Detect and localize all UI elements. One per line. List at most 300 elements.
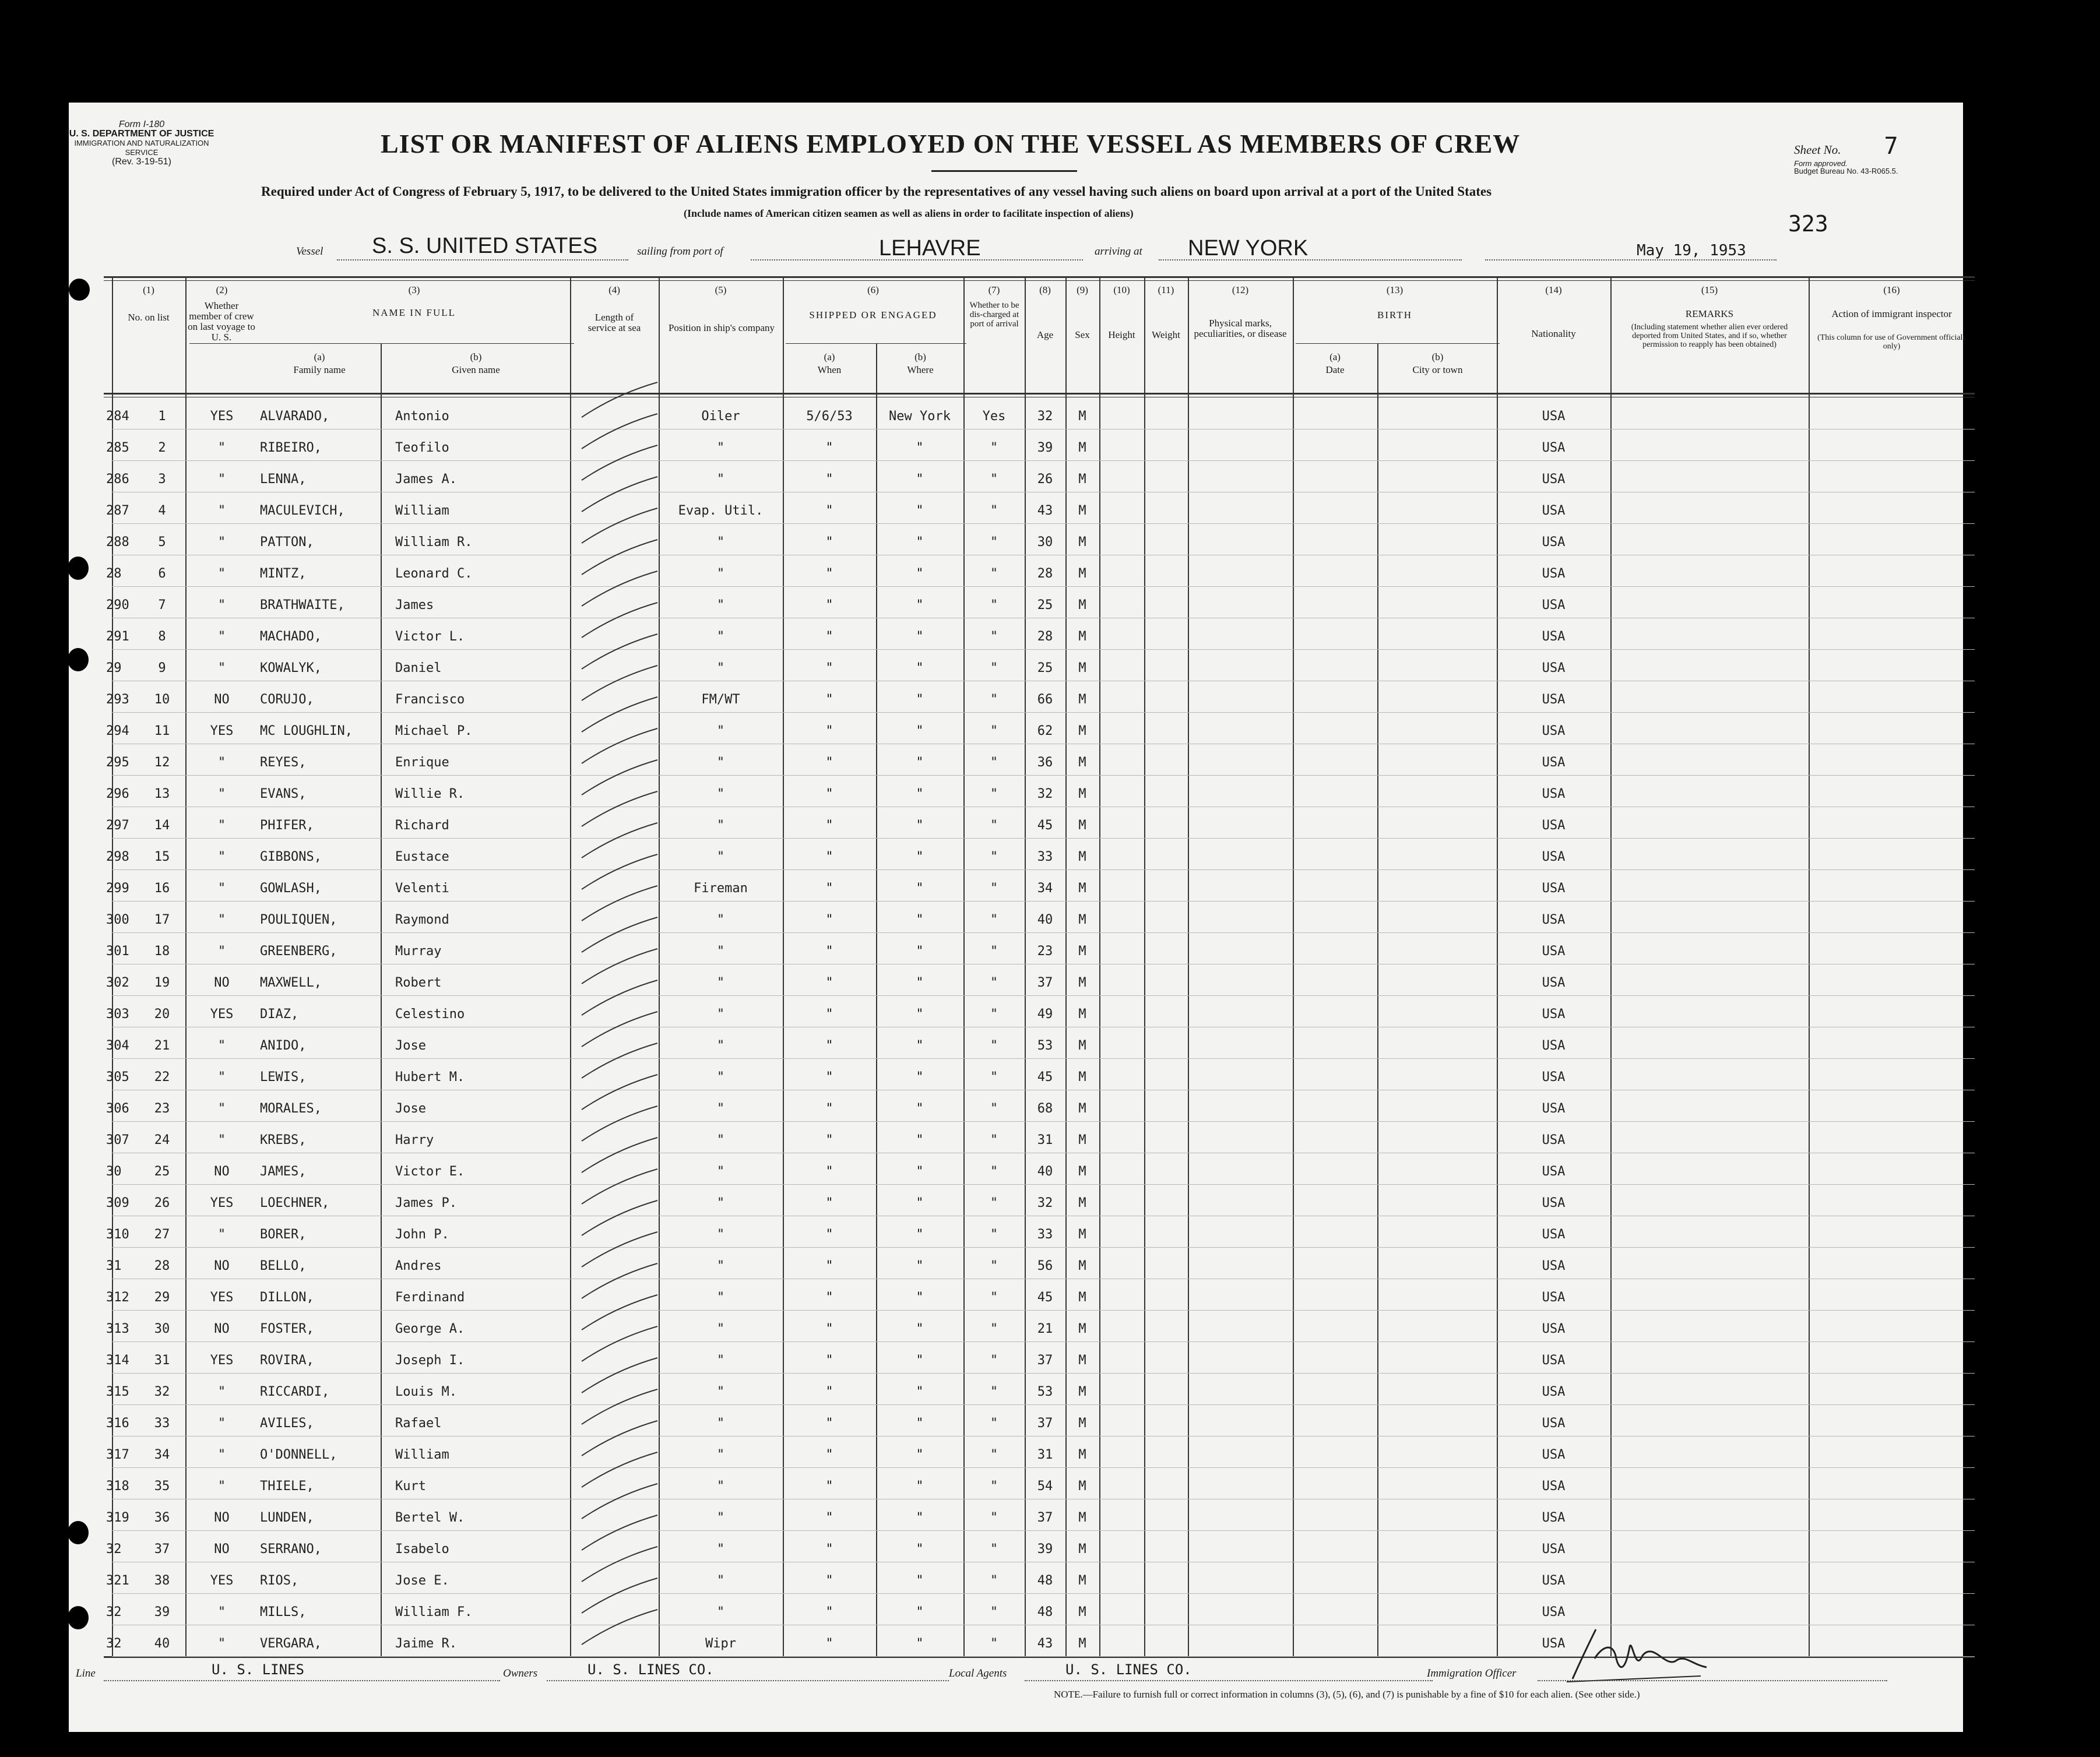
- length-of-service-stroke: [582, 445, 657, 480]
- row-age: 66: [1037, 692, 1053, 707]
- length-of-service-stroke: [582, 540, 657, 575]
- row-sex: M: [1078, 1510, 1086, 1525]
- row-sex: M: [1078, 1007, 1086, 1022]
- row-stamp-number: 284: [106, 409, 129, 424]
- row-age: 36: [1037, 755, 1053, 770]
- row-position: Evap. Util.: [678, 503, 764, 518]
- row-age: 45: [1037, 1290, 1053, 1305]
- row-family-name: MORALES,: [260, 1101, 322, 1116]
- row-age: 68: [1037, 1101, 1053, 1116]
- row-shipped-where: ": [916, 850, 924, 864]
- row-family-name: FOSTER,: [260, 1322, 314, 1336]
- row-age: 31: [1037, 1448, 1053, 1462]
- row-family-name: PATTON,: [260, 535, 314, 550]
- row-given-name: Kurt: [395, 1479, 426, 1494]
- row-discharged: ": [990, 472, 998, 487]
- row-age: 37: [1037, 976, 1053, 990]
- row-stamp-number: 306: [106, 1101, 129, 1116]
- length-of-service-stroke: [582, 1452, 657, 1487]
- row-stamp-number: 291: [106, 629, 129, 644]
- row-sex: M: [1078, 1605, 1086, 1619]
- row-nationality: USA: [1542, 1038, 1566, 1053]
- row-discharged: ": [990, 976, 998, 990]
- row-shipped-when: ": [825, 1385, 833, 1399]
- length-of-service-stroke: [582, 1138, 657, 1172]
- row-previous-voyage: NO: [214, 1164, 230, 1179]
- row-shipped-when: ": [825, 1448, 833, 1462]
- row-stamp-number: 31: [106, 1259, 122, 1273]
- col16-num: (16): [1883, 284, 1900, 295]
- row-shipped-when: ": [825, 1322, 833, 1336]
- row-previous-voyage: YES: [210, 1353, 234, 1368]
- col16-note: (This column for use of Government officials only): [1817, 333, 1966, 351]
- length-of-service-stroke: [582, 949, 657, 984]
- row-given-name: Rafael: [395, 1416, 442, 1431]
- row-age: 39: [1037, 441, 1053, 455]
- length-of-service-stroke: [582, 634, 657, 669]
- row-family-name: RICCARDI,: [260, 1385, 330, 1399]
- row-shipped-where: ": [916, 1353, 924, 1368]
- row-given-name: Louis M.: [395, 1385, 457, 1399]
- row-given-name: Antonio: [395, 409, 449, 424]
- col5-header: Position in ship's company: [668, 322, 775, 333]
- row-number: 5: [158, 535, 166, 550]
- row-previous-voyage: NO: [214, 692, 230, 707]
- row-previous-voyage: YES: [210, 409, 234, 424]
- row-shipped-where: ": [916, 692, 924, 707]
- row-shipped-where: ": [916, 1038, 924, 1053]
- row-stamp-number: 318: [106, 1479, 129, 1494]
- row-stamp-number: 296: [106, 787, 129, 801]
- row-shipped-where: ": [916, 1196, 924, 1210]
- row-discharged: ": [990, 787, 998, 801]
- row-shipped-when: ": [825, 787, 833, 801]
- length-of-service-stroke: [582, 508, 657, 543]
- row-sex: M: [1078, 503, 1086, 518]
- row-sex: M: [1078, 598, 1086, 612]
- row-given-name: Isabelo: [395, 1542, 449, 1557]
- row-family-name: GREENBERG,: [260, 944, 337, 959]
- row-shipped-when: ": [825, 755, 833, 770]
- page-title: LIST OR MANIFEST OF ALIENS EMPLOYED ON THE VESSEL AS MEMBERS OF CREW: [381, 129, 1521, 159]
- row-shipped-where: ": [916, 1133, 924, 1147]
- row-sex: M: [1078, 692, 1086, 707]
- row-nationality: USA: [1542, 535, 1566, 550]
- row-stamp-number: 286: [106, 472, 129, 487]
- col3-num: (3): [408, 284, 420, 295]
- col12-header: Physical marks, peculiarities, or disease: [1194, 318, 1287, 339]
- row-number: 23: [154, 1101, 170, 1116]
- vessel-label: Vessel: [296, 245, 323, 258]
- col1-num: (1): [143, 284, 154, 295]
- row-shipped-where: ": [916, 944, 924, 959]
- row-number: 18: [154, 944, 170, 959]
- row-given-name: Murray: [395, 944, 442, 959]
- row-number: 13: [154, 787, 170, 801]
- col5-num: (5): [715, 284, 727, 295]
- row-shipped-where: ": [916, 913, 924, 927]
- row-shipped-where: ": [916, 1101, 924, 1116]
- row-shipped-where: ": [916, 1479, 924, 1494]
- row-shipped-where: ": [916, 535, 924, 550]
- col3b-num: (b): [470, 351, 482, 362]
- row-age: 28: [1037, 629, 1053, 644]
- punch-hole: [68, 648, 89, 671]
- row-family-name: THIELE,: [260, 1479, 314, 1494]
- row-previous-voyage: ": [217, 755, 226, 770]
- length-of-service-stroke: [582, 728, 657, 763]
- length-of-service-stroke: [582, 571, 657, 606]
- length-of-service-stroke: [582, 1200, 657, 1235]
- row-position: ": [716, 850, 725, 864]
- row-sex: M: [1078, 755, 1086, 770]
- row-shipped-when: ": [825, 976, 833, 990]
- row-number: 8: [158, 629, 166, 644]
- length-of-service-stroke: [582, 1075, 657, 1110]
- col13a-num: (a): [1329, 351, 1341, 362]
- row-family-name: RIBEIRO,: [260, 441, 322, 455]
- row-nationality: USA: [1542, 755, 1566, 770]
- form-number: Form I-180: [118, 119, 165, 129]
- row-age: 23: [1037, 944, 1053, 959]
- row-sex: M: [1078, 818, 1086, 833]
- row-family-name: DILLON,: [260, 1290, 314, 1305]
- row-sex: M: [1078, 535, 1086, 550]
- row-previous-voyage: ": [217, 1227, 226, 1242]
- row-shipped-where: ": [916, 1007, 924, 1022]
- row-number: 40: [154, 1636, 170, 1651]
- row-number: 32: [154, 1385, 170, 1399]
- row-shipped-where: ": [916, 1164, 924, 1179]
- row-shipped-when: ": [825, 661, 833, 675]
- row-nationality: USA: [1542, 881, 1566, 896]
- row-stamp-number: 317: [106, 1448, 129, 1462]
- row-stamp-number: 295: [106, 755, 129, 770]
- row-discharged: ": [990, 598, 998, 612]
- row-number: 29: [154, 1290, 170, 1305]
- row-number: 38: [154, 1573, 170, 1588]
- length-of-service-stroke: [582, 1515, 657, 1550]
- row-previous-voyage: ": [217, 629, 226, 644]
- col6-num: (6): [867, 284, 879, 295]
- row-stamp-number: 298: [106, 850, 129, 864]
- row-discharged: ": [990, 1385, 998, 1399]
- row-given-name: Jaime R.: [395, 1636, 457, 1651]
- length-of-service-stroke: [582, 1326, 657, 1361]
- row-previous-voyage: NO: [214, 976, 230, 990]
- length-of-service-stroke: [582, 1012, 657, 1047]
- row-nationality: USA: [1542, 913, 1566, 927]
- row-position: ": [716, 1510, 725, 1525]
- row-previous-voyage: NO: [214, 1542, 230, 1557]
- row-given-name: Victor E.: [395, 1164, 465, 1179]
- row-discharged: ": [990, 1605, 998, 1619]
- owners-value: U. S. LINES CO.: [588, 1661, 714, 1678]
- punch-hole: [45, 240, 65, 260]
- row-family-name: LUNDEN,: [260, 1510, 314, 1525]
- footer-note: NOTE.—Failure to furnish full or correct information in columns (3), (5), (6), and (7) is punishable by a fine of $10 for each alien. (See other side.): [1054, 1689, 1640, 1700]
- row-age: 48: [1037, 1573, 1053, 1588]
- port-from: LEHAVRE: [879, 236, 981, 260]
- row-number: 22: [154, 1070, 170, 1085]
- row-age: 31: [1037, 1133, 1053, 1147]
- stamp-number: 323: [1788, 211, 1828, 237]
- row-previous-voyage: ": [217, 881, 226, 896]
- row-shipped-when: ": [825, 818, 833, 833]
- row-position: ": [716, 441, 725, 455]
- row-stamp-number: 319: [106, 1510, 129, 1525]
- row-discharged: ": [990, 1227, 998, 1242]
- row-nationality: USA: [1542, 1196, 1566, 1210]
- row-shipped-where: ": [916, 1322, 924, 1336]
- row-nationality: USA: [1542, 1007, 1566, 1022]
- row-age: 25: [1037, 661, 1053, 675]
- length-of-service-stroke: [582, 886, 657, 921]
- row-position: ": [716, 472, 725, 487]
- length-of-service-stroke: [582, 1295, 657, 1330]
- col14-header: Nationality: [1531, 328, 1576, 339]
- row-given-name: William R.: [395, 535, 473, 550]
- punch-hole: [68, 1521, 89, 1544]
- row-age: 37: [1037, 1510, 1053, 1525]
- length-of-service-stroke: [582, 1169, 657, 1204]
- row-given-name: Victor L.: [395, 629, 465, 644]
- row-family-name: KOWALYK,: [260, 661, 322, 675]
- row-family-name: VERGARA,: [260, 1636, 322, 1651]
- row-sex: M: [1078, 1479, 1086, 1494]
- col16-header: Action of immigrant inspector: [1831, 308, 1952, 319]
- agents-label: Local Agents: [949, 1667, 1007, 1679]
- row-sex: M: [1078, 787, 1086, 801]
- row-discharged: ": [990, 944, 998, 959]
- row-number: 2: [158, 441, 166, 455]
- row-nationality: USA: [1542, 503, 1566, 518]
- row-position: ": [716, 913, 725, 927]
- length-of-service-stroke: [582, 1547, 657, 1582]
- row-family-name: RIOS,: [260, 1573, 299, 1588]
- row-given-name: Michael P.: [395, 724, 473, 738]
- row-age: 32: [1037, 1196, 1053, 1210]
- row-family-name: AVILES,: [260, 1416, 314, 1431]
- row-discharged: ": [990, 1510, 998, 1525]
- row-nationality: USA: [1542, 1101, 1566, 1116]
- row-given-name: William F.: [395, 1605, 473, 1619]
- col6a-header: When: [817, 364, 842, 375]
- row-position: ": [716, 535, 725, 550]
- col13-num: (13): [1386, 284, 1403, 295]
- row-nationality: USA: [1542, 441, 1566, 455]
- col14-num: (14): [1545, 284, 1562, 295]
- owners-label: Owners: [503, 1667, 538, 1679]
- row-sex: M: [1078, 944, 1086, 959]
- row-shipped-when: ": [825, 629, 833, 644]
- length-of-service-stroke: [582, 1610, 657, 1645]
- length-of-service-stroke: [582, 1421, 657, 1456]
- row-stamp-number: 297: [106, 818, 129, 833]
- row-shipped-where: ": [916, 1259, 924, 1273]
- row-number: 20: [154, 1007, 170, 1022]
- budget-block: [1794, 160, 1898, 175]
- row-given-name: Jose: [395, 1038, 426, 1053]
- row-discharged: ": [990, 850, 998, 864]
- row-shipped-when: ": [825, 1416, 833, 1431]
- row-nationality: USA: [1542, 1353, 1566, 1368]
- row-sex: M: [1078, 1164, 1086, 1179]
- row-stamp-number: 287: [106, 503, 129, 518]
- row-discharged: ": [990, 755, 998, 770]
- row-number: 24: [154, 1133, 170, 1147]
- row-previous-voyage: ": [217, 566, 226, 581]
- row-number: 33: [154, 1416, 170, 1431]
- row-sex: M: [1078, 1038, 1086, 1053]
- row-sex: M: [1078, 913, 1086, 927]
- row-number: 11: [154, 724, 170, 738]
- row-previous-voyage: NO: [214, 1322, 230, 1336]
- row-shipped-when: ": [825, 1510, 833, 1525]
- row-age: 56: [1037, 1259, 1053, 1273]
- row-previous-voyage: ": [217, 598, 226, 612]
- row-stamp-number: 314: [106, 1353, 129, 1368]
- row-family-name: CORUJO,: [260, 692, 314, 707]
- row-family-name: PHIFER,: [260, 818, 314, 833]
- row-shipped-where: ": [916, 976, 924, 990]
- row-given-name: Francisco: [395, 692, 465, 707]
- row-shipped-when: ": [825, 1164, 833, 1179]
- row-family-name: POULIQUEN,: [260, 913, 337, 927]
- length-of-service-stroke: [582, 603, 657, 638]
- manifest-sheet: [69, 103, 1966, 1732]
- row-shipped-where: ": [916, 1070, 924, 1085]
- row-number: 21: [154, 1038, 170, 1053]
- row-stamp-number: 316: [106, 1416, 129, 1431]
- row-nationality: USA: [1542, 724, 1566, 738]
- row-given-name: James: [395, 598, 434, 612]
- row-family-name: LENNA,: [260, 472, 307, 487]
- row-number: 9: [158, 661, 166, 675]
- arriving-label: arriving at: [1095, 245, 1142, 258]
- col2-header: Whether member of crew on last voyage to U. S.: [188, 300, 255, 343]
- row-number: 25: [154, 1164, 170, 1179]
- row-given-name: William: [395, 503, 449, 518]
- row-given-name: Celestino: [395, 1007, 465, 1022]
- row-discharged: ": [990, 1038, 998, 1053]
- row-discharged: ": [990, 503, 998, 518]
- row-previous-voyage: ": [217, 944, 226, 959]
- row-family-name: JAMES,: [260, 1164, 307, 1179]
- row-age: 45: [1037, 1070, 1053, 1085]
- row-number: 30: [154, 1322, 170, 1336]
- row-position: ": [716, 629, 725, 644]
- col15-header: REMARKS: [1685, 308, 1734, 319]
- col15-num: (15): [1701, 284, 1718, 295]
- row-nationality: USA: [1542, 850, 1566, 864]
- row-previous-voyage: ": [217, 441, 226, 455]
- row-previous-voyage: ": [217, 503, 226, 518]
- row-stamp-number: 315: [106, 1385, 129, 1399]
- row-discharged: ": [990, 535, 998, 550]
- col13-header: BIRTH: [1377, 309, 1412, 321]
- row-stamp-number: 30: [106, 1164, 122, 1179]
- row-position: ": [716, 1227, 725, 1242]
- row-stamp-number: 29: [106, 661, 122, 675]
- row-age: 45: [1037, 818, 1053, 833]
- punch-hole: [69, 279, 90, 301]
- row-shipped-when: ": [825, 1605, 833, 1619]
- length-of-service-stroke: [582, 823, 657, 858]
- row-previous-voyage: YES: [210, 1196, 234, 1210]
- col3a-header: Family name: [293, 364, 346, 375]
- row-age: 33: [1037, 1227, 1053, 1242]
- row-given-name: John P.: [395, 1227, 449, 1242]
- col9-header: Sex: [1075, 329, 1090, 340]
- row-shipped-where: New York: [889, 409, 951, 424]
- row-stamp-number: 32: [106, 1636, 122, 1651]
- row-shipped-where: ": [916, 1227, 924, 1242]
- row-family-name: ALVARADO,: [260, 409, 330, 424]
- row-given-name: Velenti: [395, 881, 449, 896]
- row-previous-voyage: NO: [214, 1510, 230, 1525]
- row-shipped-when: ": [825, 881, 833, 896]
- row-given-name: Harry: [395, 1133, 434, 1147]
- row-previous-voyage: ": [217, 1605, 226, 1619]
- row-nationality: USA: [1542, 566, 1566, 581]
- row-shipped-when: ": [825, 1259, 833, 1273]
- row-nationality: USA: [1542, 944, 1566, 959]
- row-position: ": [716, 1133, 725, 1147]
- length-of-service-stroke: [582, 1484, 657, 1519]
- length-of-service-stroke: [582, 1263, 657, 1298]
- row-position: ": [716, 598, 725, 612]
- col9-num: (9): [1077, 284, 1088, 295]
- row-stamp-number: 301: [106, 944, 129, 959]
- row-nationality: USA: [1542, 818, 1566, 833]
- row-given-name: James A.: [395, 472, 457, 487]
- row-position: ": [716, 1416, 725, 1431]
- row-number: 19: [154, 976, 170, 990]
- row-position: ": [716, 1322, 725, 1336]
- officer-label: Immigration Officer: [1427, 1667, 1517, 1679]
- row-nationality: USA: [1542, 409, 1566, 424]
- row-previous-voyage: ": [217, 850, 226, 864]
- row-stamp-number: 313: [106, 1322, 129, 1336]
- row-nationality: USA: [1542, 1605, 1566, 1619]
- length-of-service-stroke: [582, 791, 657, 826]
- row-previous-voyage: ": [217, 1038, 226, 1053]
- row-sex: M: [1078, 1259, 1086, 1273]
- row-position: ": [716, 661, 725, 675]
- row-position: ": [716, 1196, 725, 1210]
- length-of-service-stroke: [582, 854, 657, 889]
- row-position: ": [716, 1007, 725, 1022]
- row-discharged: ": [990, 913, 998, 927]
- row-previous-voyage: ": [217, 472, 226, 487]
- row-family-name: GOWLASH,: [260, 881, 322, 896]
- row-previous-voyage: ": [217, 1385, 226, 1399]
- row-previous-voyage: ": [217, 1133, 226, 1147]
- row-family-name: GIBBONS,: [260, 850, 322, 864]
- row-sex: M: [1078, 409, 1086, 424]
- row-given-name: Raymond: [395, 913, 449, 927]
- row-given-name: Andres: [395, 1259, 442, 1273]
- row-shipped-when: 5/6/53: [806, 409, 853, 424]
- row-position: ": [716, 1385, 725, 1399]
- row-given-name: George A.: [395, 1322, 465, 1336]
- col8-header: Age: [1036, 329, 1054, 340]
- punch-hole: [41, 193, 59, 212]
- row-given-name: Willie R.: [395, 787, 465, 801]
- row-given-name: Bertel W.: [395, 1510, 465, 1525]
- row-shipped-where: ": [916, 787, 924, 801]
